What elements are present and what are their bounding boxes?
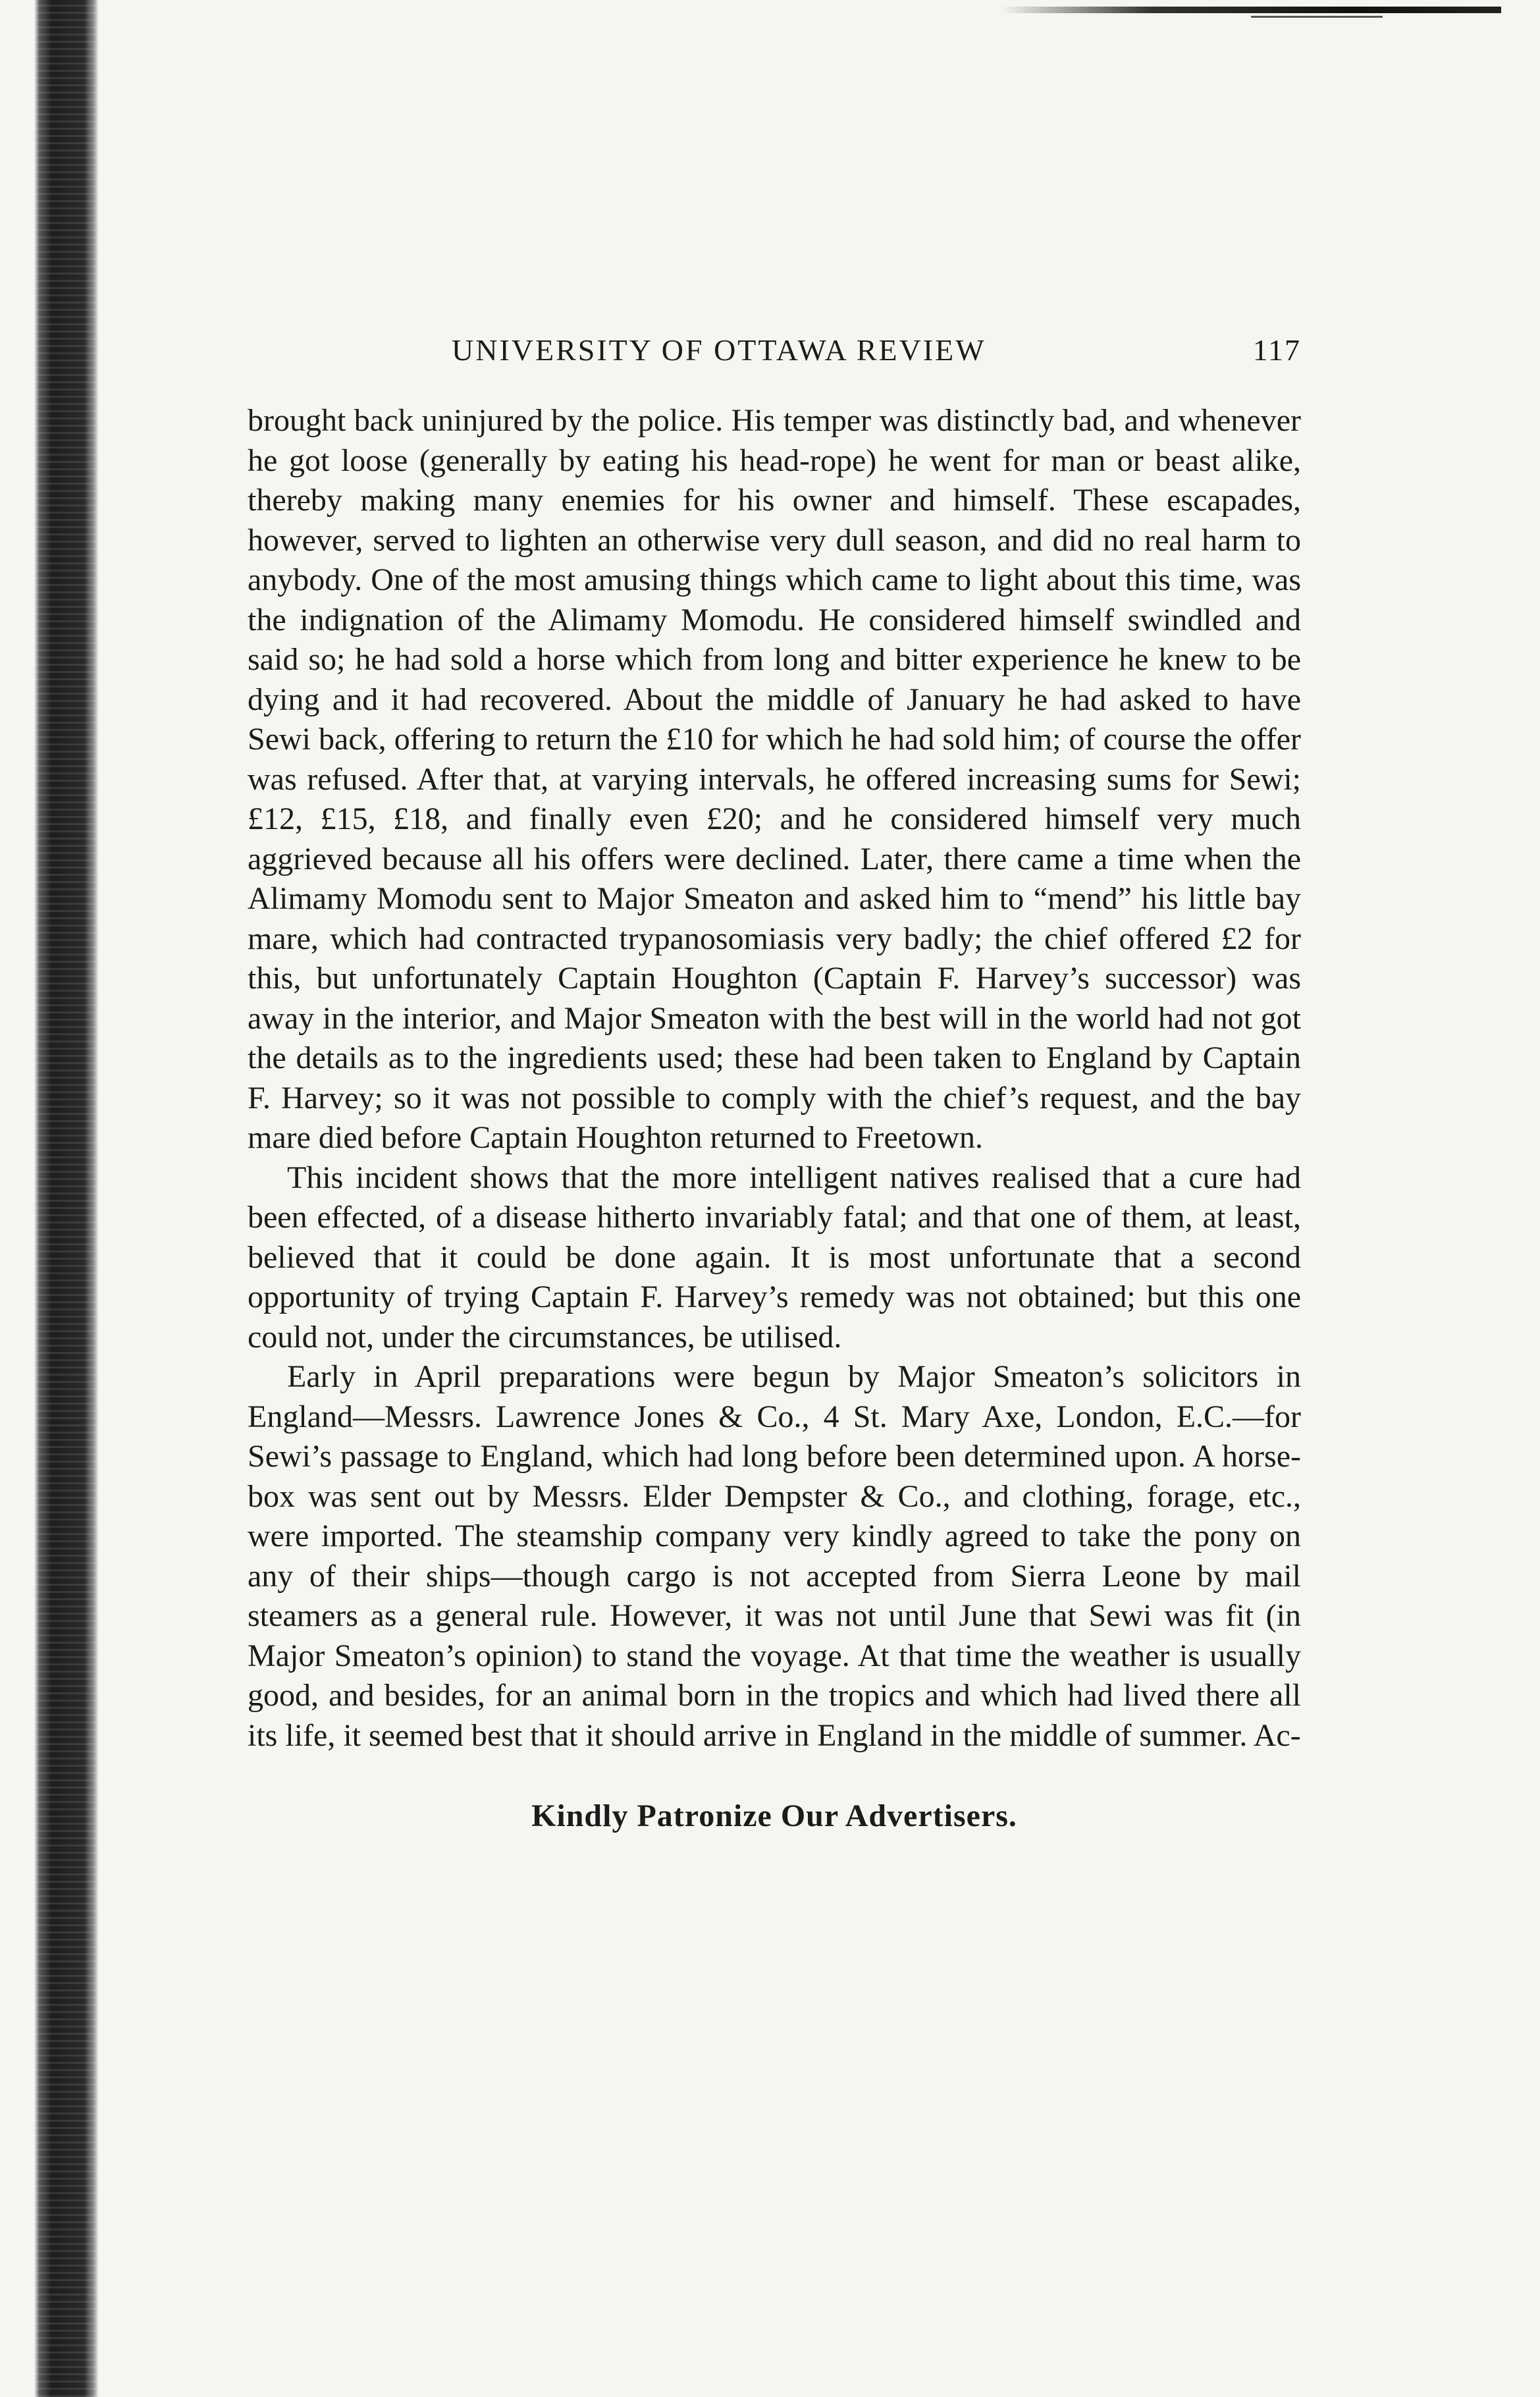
journal-title: UNIVERSITY OF OTTAWA REVIEW xyxy=(452,333,986,367)
scan-artifact-streak xyxy=(1001,7,1501,13)
document-page xyxy=(248,333,1301,1834)
article-body xyxy=(248,401,1301,1756)
scanned-binding-edge xyxy=(0,0,99,2397)
advertiser-footer: Kindly Patronize Our Advertisers. xyxy=(531,1798,1017,1833)
scan-artifact-line xyxy=(1251,16,1383,18)
paragraph: Early in April preparations were begun by Major Smeaton’s solicitors in England—Messrs. Lawrence Jones & Co., 4 St. Mary Axe, London, E.C.—for Sewi’s passage to England, which had long before been determined upon. A horse-box was sent out by Messrs. Elder Dempster & Co., and clothing, forage, etc., were imported. The steamship company very kindly agreed to take the pony on any of their ships—though cargo is not accepted from Sierra Leone by mail steamers as a general rule. However, it was not until June that Sewi was fit (in Major Smeaton’s opinion) to stand the voyage. At that time the weather is usually good, and besides, for an animal born in the tropics and which had lived there all its life, it seemed best that it should arrive in England in the middle of summer. Ac- xyxy=(248,1359,1301,1753)
paragraph: This incident shows that the more intelligent natives realised that a cure had been effected, of a disease hitherto invariably fatal; and that one of them, at least, believed that it could be done again. It is most unfortunate that a second opportunity of trying Captain F. Harvey’s remedy was not obtained; but this one could not, under the circumstances, be utilised. xyxy=(248,1160,1301,1355)
running-head xyxy=(248,333,1301,385)
paragraph-continued: brought back uninjured by the police. His temper was distinctly bad, and whenever he got loose (generally by eating his head-rope) he went for man or beast alike, thereby making many enemies for his owner and himself. These escapades, however, served to lighten an otherwise very dull season, and did no real harm to anybody. One of the most amusing things which came to light about this time, was the indignation of the Alimamy Momodu. He considered himself swindled and said so; he had sold a horse which from long and bitter experience he knew to be dying and it had recovered. About the middle of January he had asked to have Sewi back, offering to return the £10 for which he had sold him; of course the offer was refused. After that, at varying intervals, he offered increasing sums for Sewi; £12, £15, £18, and finally even £20; and he considered himself very much aggrieved because all his offers were declined. Later, there came a time when the Alimamy Momodu sent to Major Smeaton and asked him to “mend” his little bay mare, which had contracted trypanosomiasis very badly; the chief offered £2 for this, but unfortunately Captain Houghton (Captain F. Harvey’s successor) was away in the interior, and Major Smeaton with the best will in the world had not got the details as to the ingredients used; these had been taken to England by Captain F. Harvey; so it was not possible to comply with the chief’s request, and the bay mare died before Captain Houghton returned to Freetown. xyxy=(248,403,1301,1155)
page-number: 117 xyxy=(1252,333,1301,367)
